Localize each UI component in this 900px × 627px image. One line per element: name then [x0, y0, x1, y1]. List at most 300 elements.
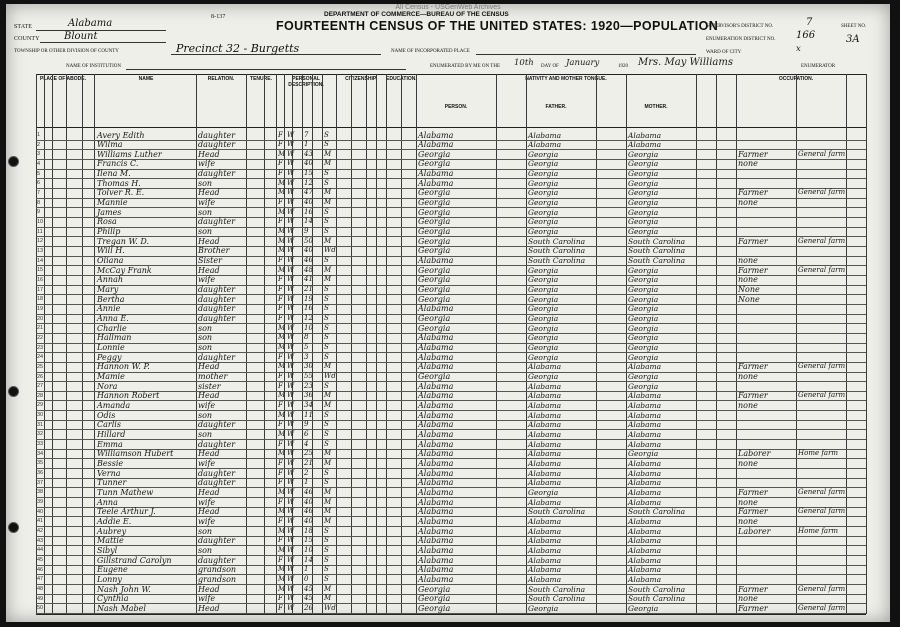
- industry: General farm: [798, 265, 846, 274]
- father-birthplace: Alabama: [528, 449, 562, 459]
- relationship: son: [198, 429, 213, 439]
- race: W: [287, 603, 295, 612]
- father-birthplace: Alabama: [528, 545, 562, 555]
- sex: F: [278, 594, 283, 603]
- race: W: [287, 507, 295, 516]
- institution-label: NAME OF INSTITUTION: [66, 64, 121, 69]
- mother-birthplace: Georgia: [628, 178, 659, 188]
- birthplace: Alabama: [418, 381, 454, 391]
- father-birthplace: South Carolina: [528, 246, 586, 256]
- grid-column-line: [264, 74, 265, 614]
- person-name: McCay Frank: [97, 265, 152, 275]
- sex: M: [278, 449, 286, 458]
- relationship: son: [198, 333, 213, 343]
- grid-column-line: [846, 74, 847, 614]
- marital-status: M: [324, 275, 332, 284]
- race: W: [287, 294, 295, 303]
- mother-birthplace: Georgia: [628, 227, 659, 237]
- birthplace: Georgia: [418, 217, 451, 227]
- birthplace: Alabama: [418, 256, 454, 266]
- line-number: 27: [37, 383, 44, 390]
- person-name: Hallman: [97, 333, 132, 343]
- mother-birthplace: Georgia: [628, 265, 659, 275]
- birthplace: Alabama: [418, 545, 454, 555]
- line-number: 19: [37, 305, 44, 312]
- birthplace: Alabama: [418, 555, 454, 565]
- age: 16: [304, 207, 313, 216]
- race: W: [287, 275, 295, 284]
- industry: General farm: [798, 487, 846, 496]
- sex: F: [278, 130, 283, 139]
- birthplace: Alabama: [418, 574, 454, 584]
- person-name: Will H.: [97, 246, 125, 256]
- township-label: TOWNSHIP OR OTHER DIVISION OF COUNTY: [14, 49, 119, 54]
- sex: M: [278, 391, 286, 400]
- person-name: Tolver R. E.: [97, 188, 145, 198]
- occupation: Farmer: [738, 236, 768, 246]
- sex: M: [278, 429, 286, 438]
- person-name: Nash Mabel: [97, 603, 146, 613]
- line-number: 20: [37, 315, 44, 322]
- sex: F: [278, 159, 283, 168]
- relationship: Head: [198, 603, 220, 613]
- person-name: Tunner: [97, 478, 127, 488]
- relationship: Sister: [198, 256, 222, 266]
- mother-birthplace: Georgia: [628, 314, 659, 324]
- relationship: son: [198, 343, 213, 353]
- person-name: Wilma: [97, 140, 123, 150]
- sex: F: [278, 256, 283, 265]
- line-number: 42: [37, 528, 44, 535]
- grid-column-line: [366, 74, 367, 614]
- father-birthplace: Alabama: [528, 410, 562, 420]
- occupation: none: [738, 275, 758, 285]
- birthplace: Alabama: [418, 362, 454, 372]
- grid-column-line: [386, 74, 387, 614]
- marital-status: M: [324, 149, 332, 158]
- father-birthplace: Alabama: [528, 478, 562, 488]
- race: W: [287, 178, 295, 187]
- father-birthplace: Georgia: [528, 275, 559, 285]
- mother-birthplace: Georgia: [628, 217, 659, 227]
- line-number: 46: [37, 566, 44, 573]
- birthplace: Georgia: [418, 603, 451, 613]
- birthplace: Alabama: [418, 507, 454, 517]
- marital-status: M: [324, 497, 332, 506]
- sex: F: [278, 372, 283, 380]
- marital-status: M: [324, 362, 332, 371]
- relationship: wife: [198, 497, 216, 507]
- father-birthplace: Georgia: [528, 314, 559, 324]
- person-name: Annah: [97, 275, 124, 285]
- birthplace: Alabama: [418, 391, 454, 401]
- marital-status: S: [324, 420, 329, 429]
- line-number: 47: [37, 576, 44, 583]
- person-name: Williams Luther: [97, 149, 162, 159]
- father-birthplace: South Carolina: [528, 507, 586, 517]
- age: 34: [304, 400, 313, 409]
- birthplace: Alabama: [418, 516, 454, 526]
- race: W: [287, 159, 295, 168]
- line-number: 9: [37, 209, 41, 216]
- sex: M: [278, 507, 286, 516]
- relationship: Head: [198, 265, 220, 275]
- relationship: wife: [198, 516, 216, 526]
- enumeration-month: January: [566, 58, 600, 68]
- birthplace: Alabama: [418, 410, 454, 420]
- relationship: Head: [198, 507, 220, 517]
- marital-status: S: [324, 130, 329, 139]
- birthplace: Alabama: [418, 333, 454, 343]
- mother-birthplace: Alabama: [628, 497, 662, 507]
- sex: M: [278, 584, 286, 593]
- occupation: Farmer: [738, 362, 768, 372]
- marital-status: S: [324, 565, 329, 574]
- race: W: [287, 362, 295, 371]
- birthplace: Georgia: [418, 149, 451, 159]
- race: W: [287, 381, 295, 390]
- age: 18: [304, 526, 313, 535]
- industry: General farm: [798, 362, 846, 371]
- line-number: 37: [37, 479, 44, 486]
- sex: M: [278, 362, 286, 371]
- age: 46: [304, 487, 313, 496]
- mother-birthplace: Georgia: [628, 149, 659, 159]
- relationship: son: [198, 207, 213, 217]
- relationship: son: [198, 323, 213, 333]
- mother-birthplace: Georgia: [628, 285, 659, 295]
- mother-birthplace: Alabama: [628, 526, 662, 536]
- person-name: Thomas H.: [97, 178, 141, 188]
- enumerated-label: ENUMERATED BY ME ON THE: [430, 64, 500, 69]
- sex: F: [278, 536, 283, 545]
- birthplace: Georgia: [418, 159, 451, 169]
- line-number: 33: [37, 441, 44, 448]
- sex: M: [278, 207, 286, 216]
- county-label: COUNTY: [14, 36, 40, 42]
- occupation: Farmer: [738, 603, 768, 613]
- col-relation: RELATION.: [207, 76, 235, 82]
- marital-status: M: [324, 449, 332, 458]
- father-birthplace: Georgia: [528, 227, 559, 237]
- father-birthplace: Alabama: [528, 536, 562, 546]
- relationship: daughter: [198, 439, 236, 449]
- occupation: none: [738, 198, 758, 208]
- birthplace: Alabama: [418, 449, 454, 459]
- age: 12: [304, 178, 313, 187]
- person-name: Mary: [97, 285, 119, 295]
- grid-column-line: [52, 74, 53, 614]
- enumeration-year: 1920: [618, 64, 628, 69]
- sex: F: [278, 400, 283, 409]
- age: 15: [304, 536, 313, 545]
- relationship: grandson: [198, 574, 237, 584]
- col-citizenship: CITIZENSHIP.: [345, 76, 377, 82]
- occupation: none: [738, 594, 758, 604]
- relationship: sister: [198, 381, 221, 391]
- birthplace: Georgia: [418, 314, 451, 324]
- grid-column-line: [866, 74, 867, 614]
- age: 41: [304, 275, 313, 284]
- grid-column-line: [66, 74, 67, 614]
- grid-column-line: [596, 74, 597, 614]
- relationship: daughter: [198, 304, 236, 314]
- marital-status: M: [324, 487, 332, 496]
- father-birthplace: Georgia: [528, 294, 559, 304]
- mother-birthplace: Georgia: [628, 372, 659, 381]
- person-name: Oliana: [97, 256, 124, 266]
- person-name: Nash John W.: [97, 584, 151, 594]
- father-birthplace: South Carolina: [528, 584, 586, 594]
- marital-status: S: [324, 314, 329, 323]
- father-birthplace: Alabama: [528, 439, 562, 449]
- person-name: Teele Arthur J.: [97, 507, 156, 517]
- birthplace: Alabama: [418, 343, 454, 353]
- mother-birthplace: Alabama: [628, 555, 662, 565]
- birthplace: Alabama: [418, 487, 454, 497]
- father-birthplace: Georgia: [528, 217, 559, 227]
- marital-status: S: [324, 574, 329, 583]
- row-rule: [36, 323, 866, 324]
- line-number: 21: [37, 325, 44, 332]
- age: 14: [304, 217, 313, 226]
- enumerator-label: ENUMERATOR: [801, 64, 836, 69]
- age: 40: [304, 246, 313, 255]
- birthplace: Alabama: [418, 140, 454, 150]
- mother-birthplace: Alabama: [628, 478, 662, 488]
- marital-status: S: [324, 439, 329, 448]
- race: W: [287, 574, 295, 583]
- father-birthplace: Georgia: [528, 265, 559, 275]
- relationship: Head: [198, 487, 220, 497]
- sex: F: [278, 314, 283, 323]
- line-number: 49: [37, 595, 44, 602]
- sex: F: [278, 420, 283, 429]
- occupation: none: [738, 400, 758, 410]
- age: 26: [304, 603, 313, 612]
- father-birthplace: Georgia: [528, 352, 559, 362]
- father-birthplace: Alabama: [528, 468, 562, 478]
- line-number: 11: [37, 228, 43, 235]
- mother-birthplace: Alabama: [628, 487, 662, 497]
- occupation: none: [738, 458, 758, 468]
- ward-value: x: [796, 44, 801, 54]
- race: W: [287, 584, 295, 593]
- line-number: 23: [37, 344, 44, 351]
- relationship: wife: [198, 458, 216, 468]
- race: W: [287, 333, 295, 342]
- mother-birthplace: Georgia: [628, 333, 659, 343]
- occupation: Farmer: [738, 188, 768, 198]
- age: 7: [304, 130, 309, 139]
- grid-column-line: [626, 74, 627, 614]
- ward-label: WARD OF CITY: [706, 50, 742, 55]
- race: W: [287, 410, 295, 419]
- col-name: NAME: [138, 76, 154, 82]
- sex: F: [278, 497, 283, 506]
- sheet-label: SHEET NO.: [841, 24, 867, 29]
- mother-birthplace: Alabama: [628, 400, 662, 410]
- race: W: [287, 256, 295, 265]
- place-label: NAME OF INCORPORATED PLACE: [391, 49, 470, 54]
- mother-birthplace: Georgia: [628, 294, 659, 304]
- sex: M: [278, 227, 286, 236]
- marital-status: S: [324, 285, 329, 294]
- relationship: grandson: [198, 565, 237, 575]
- father-birthplace: Georgia: [528, 178, 559, 188]
- race: W: [287, 265, 295, 274]
- industry: General farm: [798, 236, 846, 245]
- father-birthplace: Georgia: [528, 372, 559, 381]
- relationship: daughter: [198, 130, 236, 140]
- sex: M: [278, 265, 286, 274]
- marital-status: Wd: [324, 372, 336, 380]
- mother-birthplace: South Carolina: [628, 256, 686, 266]
- line-number: 10: [37, 218, 44, 225]
- grid-column-line: [196, 74, 197, 614]
- race: W: [287, 149, 295, 158]
- birthplace: Alabama: [418, 400, 454, 410]
- marital-status: M: [324, 198, 332, 207]
- person-name: Emma: [97, 439, 123, 449]
- occupation: None: [738, 285, 760, 295]
- industry: Home farm: [798, 449, 839, 458]
- age: 46: [304, 256, 313, 265]
- mother-birthplace: Alabama: [628, 574, 662, 584]
- sex: M: [278, 236, 286, 245]
- race: W: [287, 565, 295, 574]
- age: 21: [304, 285, 313, 294]
- relationship: daughter: [198, 140, 236, 150]
- relationship: Brother: [198, 246, 230, 256]
- mother-birthplace: Georgia: [628, 603, 659, 613]
- occupation: none: [738, 372, 758, 381]
- relationship: Head: [198, 391, 220, 401]
- birthplace: Georgia: [418, 323, 451, 333]
- mother-birthplace: South Carolina: [628, 594, 686, 604]
- ed-value: 166: [796, 30, 816, 41]
- sex: F: [278, 478, 283, 487]
- sex: F: [278, 198, 283, 207]
- person-name: Hillard: [97, 429, 126, 439]
- father-birthplace: Georgia: [528, 603, 559, 613]
- industry: General farm: [798, 603, 846, 612]
- birthplace: Georgia: [418, 265, 451, 275]
- father-birthplace: Alabama: [528, 391, 562, 401]
- mother-birthplace: Alabama: [628, 420, 662, 430]
- father-birthplace: Georgia: [528, 487, 559, 497]
- marital-status: Wd: [324, 603, 336, 612]
- line-number: 2: [37, 141, 41, 148]
- relationship: son: [198, 227, 213, 237]
- industry: General farm: [798, 149, 846, 158]
- census-sheet: [6, 4, 890, 622]
- race: W: [287, 188, 295, 197]
- race: W: [287, 594, 295, 603]
- col-education: EDUCATION.: [386, 76, 417, 82]
- race: W: [287, 130, 295, 139]
- age: 5: [304, 343, 309, 352]
- marital-status: M: [324, 159, 332, 168]
- race: W: [287, 304, 295, 313]
- line-number: 5: [37, 170, 41, 177]
- relationship: daughter: [198, 217, 236, 227]
- relationship: son: [198, 410, 213, 420]
- marital-status: S: [324, 178, 329, 187]
- sex: F: [278, 352, 283, 361]
- marital-status: S: [324, 545, 329, 554]
- birthplace: Alabama: [418, 130, 454, 140]
- row-rule: [36, 207, 866, 208]
- grid-column-line: [716, 74, 717, 614]
- race: W: [287, 372, 295, 380]
- race: W: [287, 478, 295, 487]
- age: 19: [304, 294, 313, 303]
- state-value: Alabama: [68, 18, 113, 29]
- person-name: Addie E.: [97, 516, 132, 526]
- occupation: Farmer: [738, 584, 768, 594]
- line-number: 25: [37, 363, 44, 370]
- father-birthplace: Alabama: [528, 555, 562, 565]
- birthplace: Alabama: [418, 536, 454, 546]
- age: 12: [304, 314, 313, 323]
- mother-birthplace: Alabama: [628, 130, 662, 140]
- marital-status: M: [324, 188, 332, 197]
- col-person: PERSON.: [444, 104, 468, 110]
- age: 10: [304, 545, 313, 554]
- birthplace: Alabama: [418, 468, 454, 478]
- marital-status: S: [324, 410, 329, 419]
- person-name: Philip: [97, 227, 121, 237]
- industry: Home farm: [798, 526, 839, 535]
- father-birthplace: Alabama: [528, 497, 562, 507]
- birthplace: Georgia: [418, 594, 451, 604]
- birthplace: Georgia: [418, 198, 451, 208]
- person-name: Mannie: [97, 198, 128, 208]
- birthplace: Alabama: [418, 497, 454, 507]
- day-of-label: DAY OF: [541, 64, 559, 69]
- race: W: [287, 536, 295, 545]
- mother-birthplace: Georgia: [628, 352, 659, 362]
- line-number: 44: [37, 547, 44, 554]
- father-birthplace: Georgia: [528, 304, 559, 314]
- birthplace: Georgia: [418, 227, 451, 237]
- grid-column-line: [336, 74, 337, 614]
- race: W: [287, 227, 295, 236]
- township-value: Precinct 32 - Burgetts: [176, 42, 300, 55]
- birthplace: Alabama: [418, 304, 454, 314]
- birthplace: Georgia: [418, 584, 451, 594]
- age: 48: [304, 265, 313, 274]
- age: 1: [304, 565, 309, 574]
- line-number: 50: [37, 605, 44, 612]
- marital-status: S: [324, 333, 329, 342]
- occupation: None: [738, 294, 760, 304]
- age: 11: [304, 410, 313, 419]
- birthplace: Georgia: [418, 372, 451, 381]
- father-birthplace: Alabama: [528, 526, 562, 536]
- occupation: none: [738, 497, 758, 507]
- line-number: 18: [37, 296, 44, 303]
- mother-birthplace: Alabama: [628, 439, 662, 449]
- line-number: 7: [37, 189, 41, 196]
- person-name: Tregan W. D.: [97, 236, 150, 246]
- age: 16: [304, 304, 313, 313]
- relationship: wife: [198, 275, 216, 285]
- race: W: [287, 468, 295, 477]
- row-rule: [36, 613, 866, 614]
- mother-birthplace: Georgia: [628, 159, 659, 169]
